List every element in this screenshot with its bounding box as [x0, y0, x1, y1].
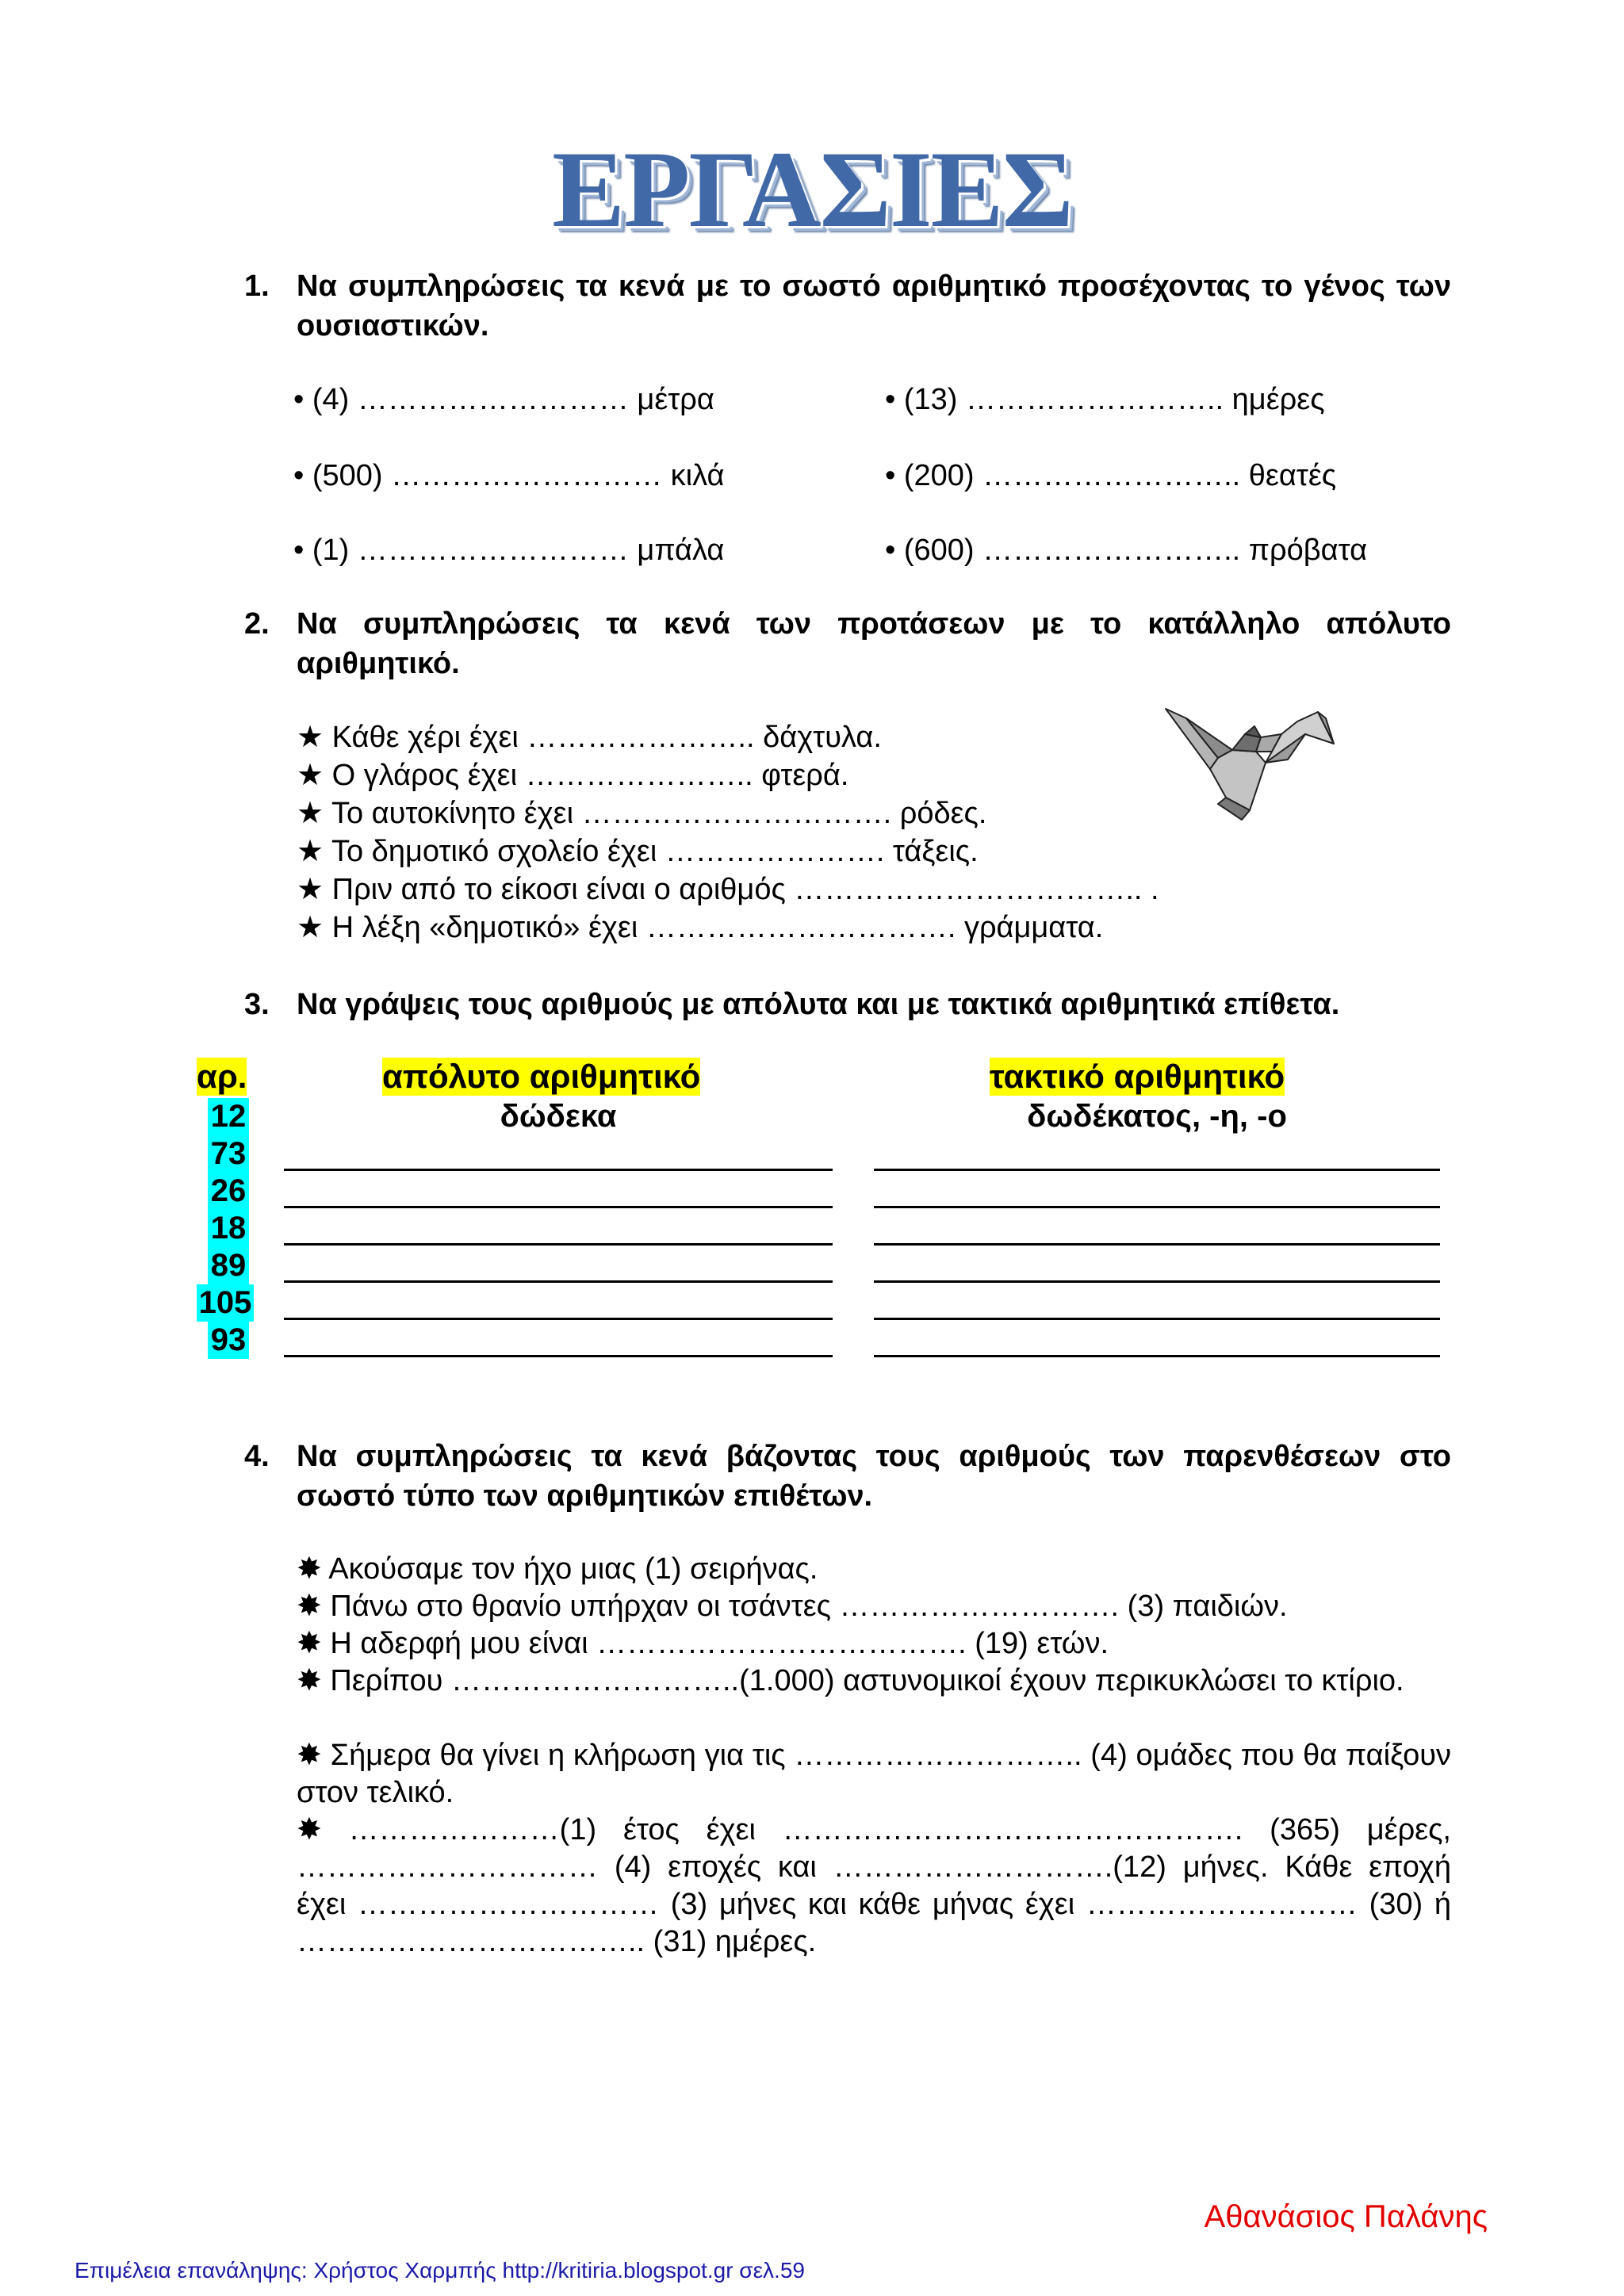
cardinal-answer-line-1[interactable]: [284, 1169, 833, 1171]
ordinal-answer-line-5[interactable]: [874, 1318, 1440, 1320]
q1-number: 1.: [244, 270, 270, 303]
q1-item-4: • (200) …………………….. θεατές: [885, 459, 1337, 492]
q1-item-1: • (4) ……………………… μέτρα: [293, 383, 714, 416]
example-ordinal: δωδέκατος, -η, -ο: [1027, 1099, 1287, 1134]
ordinal-answer-line-1[interactable]: [874, 1169, 1440, 1171]
q2-number: 2.: [244, 607, 270, 641]
q1-item-6: • (600) …………………….. πρόβατα: [885, 534, 1368, 567]
cardinal-answer-line-2[interactable]: [284, 1206, 833, 1208]
q2-item-2: ★ Ο γλάρος έχει ………………….. φτερά.: [297, 759, 849, 792]
q4-item-1: ✸ Ακούσαμε τον ήχο μιας (1) σειρήνας.: [297, 1552, 818, 1586]
q1-item-2: • (13) …………………….. ημέρες: [885, 383, 1325, 416]
q2-item-5: ★ Πριν από το είκοσι είναι ο αριθμός …………………………….. .: [297, 873, 1159, 906]
q4-item-6: ✸ …………………(1) έτος έχει ………………………………………. (365) μέρες, ………………………… (4) εποχές και ……………………….(12) μήνες. Κάθε εποχή έχει ………………………… (3) μήνες και κάθε μήνας έχει ……………………… (30) ή …………………………….. (31) ημέρες.: [297, 1813, 1451, 1958]
number-cell-3: 18: [208, 1210, 249, 1247]
q1-instruction: Να συμπληρώσεις τα κενά με το σωστό αριθμητικό προσέχοντας το γένος των ουσιαστικών.: [297, 270, 1451, 342]
q4-number: 4.: [244, 1440, 270, 1473]
q4-item-5: ✸ Σήμερα θα γίνει η κλήρωση για τις ……………………….. (4) ομάδες που θα παίξουν στον τελικό.: [297, 1739, 1451, 1809]
column-header-ordinal: τακτικό αριθμητικό: [990, 1058, 1285, 1095]
column-header-cardinal: απόλυτο αριθμητικό: [382, 1058, 701, 1095]
q2-instruction: Να συμπληρώσεις τα κενά των προτάσεων με το κατάλληλο απόλυτο αριθμητικό.: [297, 607, 1451, 680]
q4-instruction: Να συμπληρώσεις τα κενά βάζοντας τους αριθμούς των παρενθέσεων στο σωστό τύπο των αριθμητικών επιθέτων.: [297, 1440, 1451, 1513]
number-cell-5: 105: [197, 1284, 254, 1322]
q2-item-4: ★ Το δημοτικό σχολείο έχει …………………. τάξεις.: [297, 835, 979, 868]
ordinal-answer-line-6[interactable]: [874, 1355, 1440, 1357]
number-cell-4: 89: [208, 1247, 249, 1284]
column-header-number: αρ.: [197, 1058, 247, 1095]
number-cell-example: 12: [208, 1098, 249, 1135]
ordinal-answer-line-2[interactable]: [874, 1206, 1440, 1208]
cardinal-answer-line-6[interactable]: [284, 1355, 833, 1357]
q3-number: 3.: [244, 988, 270, 1021]
q2-item-3: ★ Το αυτοκίνητο έχει …………………………. ρόδες.: [297, 797, 987, 830]
q2-item-1: ★ Κάθε χέρι έχει ………………….. δάχτυλα.: [297, 721, 882, 754]
number-cell-6: 93: [208, 1322, 249, 1359]
number-cell-2: 26: [208, 1173, 249, 1210]
ordinal-answer-line-3[interactable]: [874, 1243, 1440, 1246]
q4-item-4: ✸ Περίπου ………………………..(1.000) αστυνομικοί έχουν περικυκλώσει το κτίριο.: [297, 1664, 1404, 1697]
q1-item-3: • (500) ……………………… κιλά: [293, 459, 725, 492]
q4-item-2: ✸ Πάνω στο θρανίο υπήρχαν οι τσάντες ………………………. (3) παιδιών.: [297, 1590, 1288, 1623]
origami-crane-image: [1162, 702, 1337, 823]
number-cell-1: 73: [208, 1135, 249, 1173]
page-title: ΕΡΓΑΣΙΕΣ: [552, 128, 1072, 250]
example-cardinal: δώδεκα: [500, 1099, 617, 1134]
footer-credits: Επιμέλεια επανάληψης: Χρήστος Χαρμπής http://kritiria.blogspot.gr σελ.59: [75, 2258, 805, 2283]
author-name: Αθανάσιος Παλάνης: [1204, 2199, 1488, 2234]
cardinal-answer-line-4[interactable]: [284, 1280, 833, 1283]
q2-item-6: ★ Η λέξη «δημοτικό» έχει …………………………. γράμματα.: [297, 911, 1104, 944]
q4-item-3: ✸ Η αδερφή μου είναι ………………………………. (19) ετών.: [297, 1627, 1109, 1660]
q1-item-5: • (1) ……………………… μπάλα: [293, 534, 725, 567]
ordinal-answer-line-4[interactable]: [874, 1280, 1440, 1283]
cardinal-answer-line-5[interactable]: [284, 1318, 833, 1320]
cardinal-answer-line-3[interactable]: [284, 1243, 833, 1246]
q3-instruction: Να γράψεις τους αριθμούς με απόλυτα και με τακτικά αριθμητικά επίθετα.: [297, 988, 1340, 1021]
